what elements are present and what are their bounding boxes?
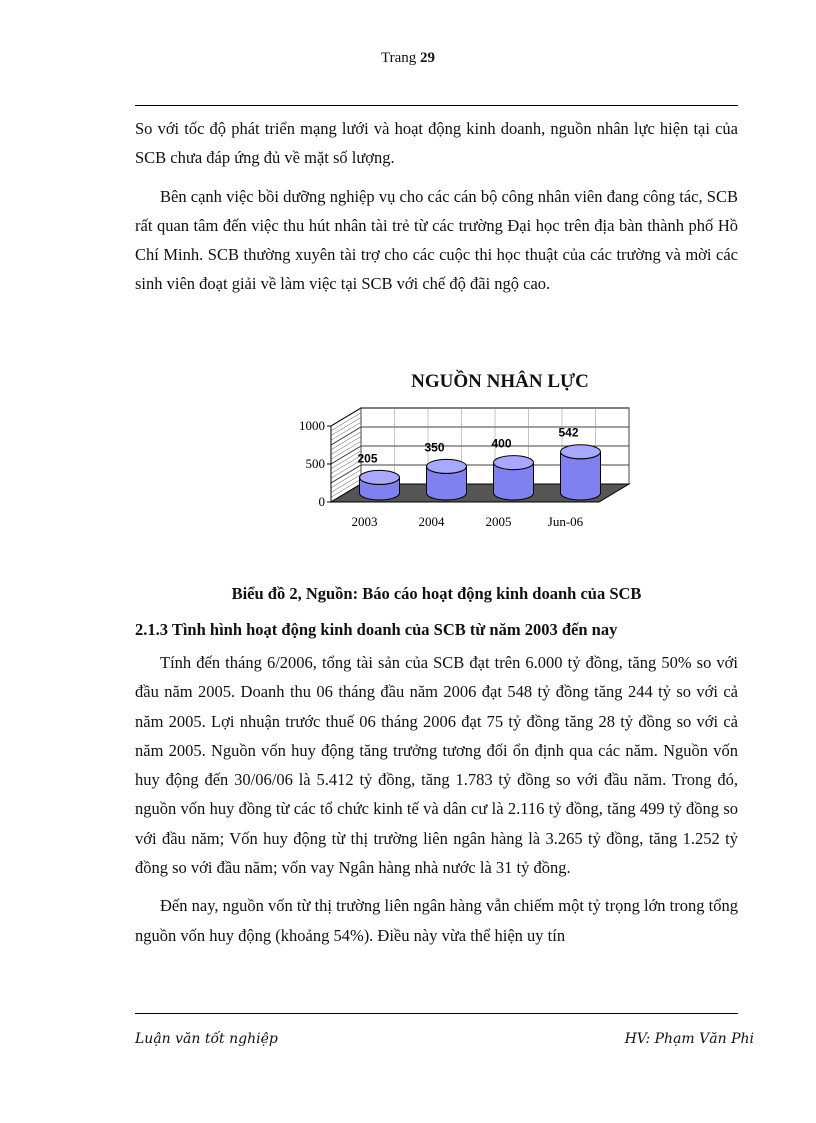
chart <box>255 365 675 545</box>
page-label: Trang <box>380 50 417 66</box>
data-label: 205 <box>357 451 378 466</box>
footer-left: Luận văn tốt nghiệp <box>135 1031 278 1047</box>
y-tick-label: 500 <box>305 456 325 471</box>
body-text-top <box>135 114 738 308</box>
paragraph: Tính đến tháng 6/2006, tổng tài sản của SCB đạt trên 6.000 tỷ đồng, tăng 50% so với đầu năm 2005. Doanh thu 06 tháng đầu năm 2006 đạt 548 tỷ đồng tăng 244 tỷ so với cả năm 2005. Lợi nhuận trước thuế 06 tháng 2006 đạt 75 tỷ đồng tăng 28 tỷ đồng so với cả năm 2005. Nguồn vốn huy động tăng trưởng tương đối ổn định qua các năm. Nguồn vốn huy động đến 30/06/06 là 5.412 tỷ đồng, tăng 1.783 tỷ đồng so với đầu năm. Trong đó, nguồn vốn huy đồng từ các tổ chức kinh tế và dân cư là 2.116 tỷ đồng, tăng 499 tỷ đồng so với đầu năm; Vốn huy động từ thị trường liên ngân hàng là 3.265 tỷ đồng, tăng 1.252 tỷ đồng so với đầu năm; vốn vay Ngân hàng nhà nước là 31 tỷ đồng. <box>135 653 738 878</box>
page-header <box>0 50 816 67</box>
figure-caption: Biểu đồ 2, Nguồn: Báo cáo hoạt động kinh doanh của SCB <box>231 584 642 603</box>
data-label: 400 <box>491 436 512 451</box>
paragraph: Bên cạnh việc bồi dưỡng nghiệp vụ cho các cán bộ công nhân viên đang công tác, SCB rất quan tâm đến việc thu hút nhân tài trẻ từ các trường Đại học trên địa bàn thành phố Hồ Chí Minh. SCB thường xuyên tài trợ cho các cuộc thi học thuật của các trường và mời các sinh viên đoạt giải về làm việc tại SCB với chế độ đãi ngộ cao. <box>135 186 738 294</box>
data-label: 350 <box>424 440 445 455</box>
y-tick-label: 0 <box>318 494 325 509</box>
x-tick-label: 2005 <box>485 514 512 529</box>
body-text-bottom <box>135 648 738 959</box>
header-rule <box>135 105 738 106</box>
paragraph: Đến nay, nguồn vốn từ thị trường liên ngân hàng vẫn chiếm một tỷ trọng lớn trong tổng nguồn vốn huy động (khoảng 54%). Điều này vừa thể hiện uy tín <box>135 896 738 945</box>
x-tick-label: 2004 <box>418 514 445 529</box>
footer-rule <box>135 1013 738 1014</box>
bar-top-2003 <box>360 470 400 484</box>
bar-top-2005 <box>494 456 534 470</box>
x-tick-label: 2003 <box>351 514 378 529</box>
x-tick-label: Jun-06 <box>547 514 584 529</box>
section-heading: 2.1.3 Tình hình hoạt động kinh doanh của SCB từ năm 2003 đến nay <box>135 620 618 639</box>
paragraph: So với tốc độ phát triển mạng lưới và hoạt động kinh doanh, nguồn nhân lực hiện tại của SCB chưa đáp ứng đủ về mặt số lượng. <box>135 119 738 168</box>
data-label: 542 <box>558 425 579 440</box>
bar-top-Jun-06 <box>561 445 601 459</box>
footer-right: HV: Phạm Văn Phi <box>624 1031 754 1047</box>
chart-title: NGUỒN NHÂN LỰC <box>411 371 589 392</box>
y-tick-label: 1000 <box>299 418 325 433</box>
bar-top-2004 <box>427 459 467 473</box>
page-number: 29 <box>420 50 436 66</box>
